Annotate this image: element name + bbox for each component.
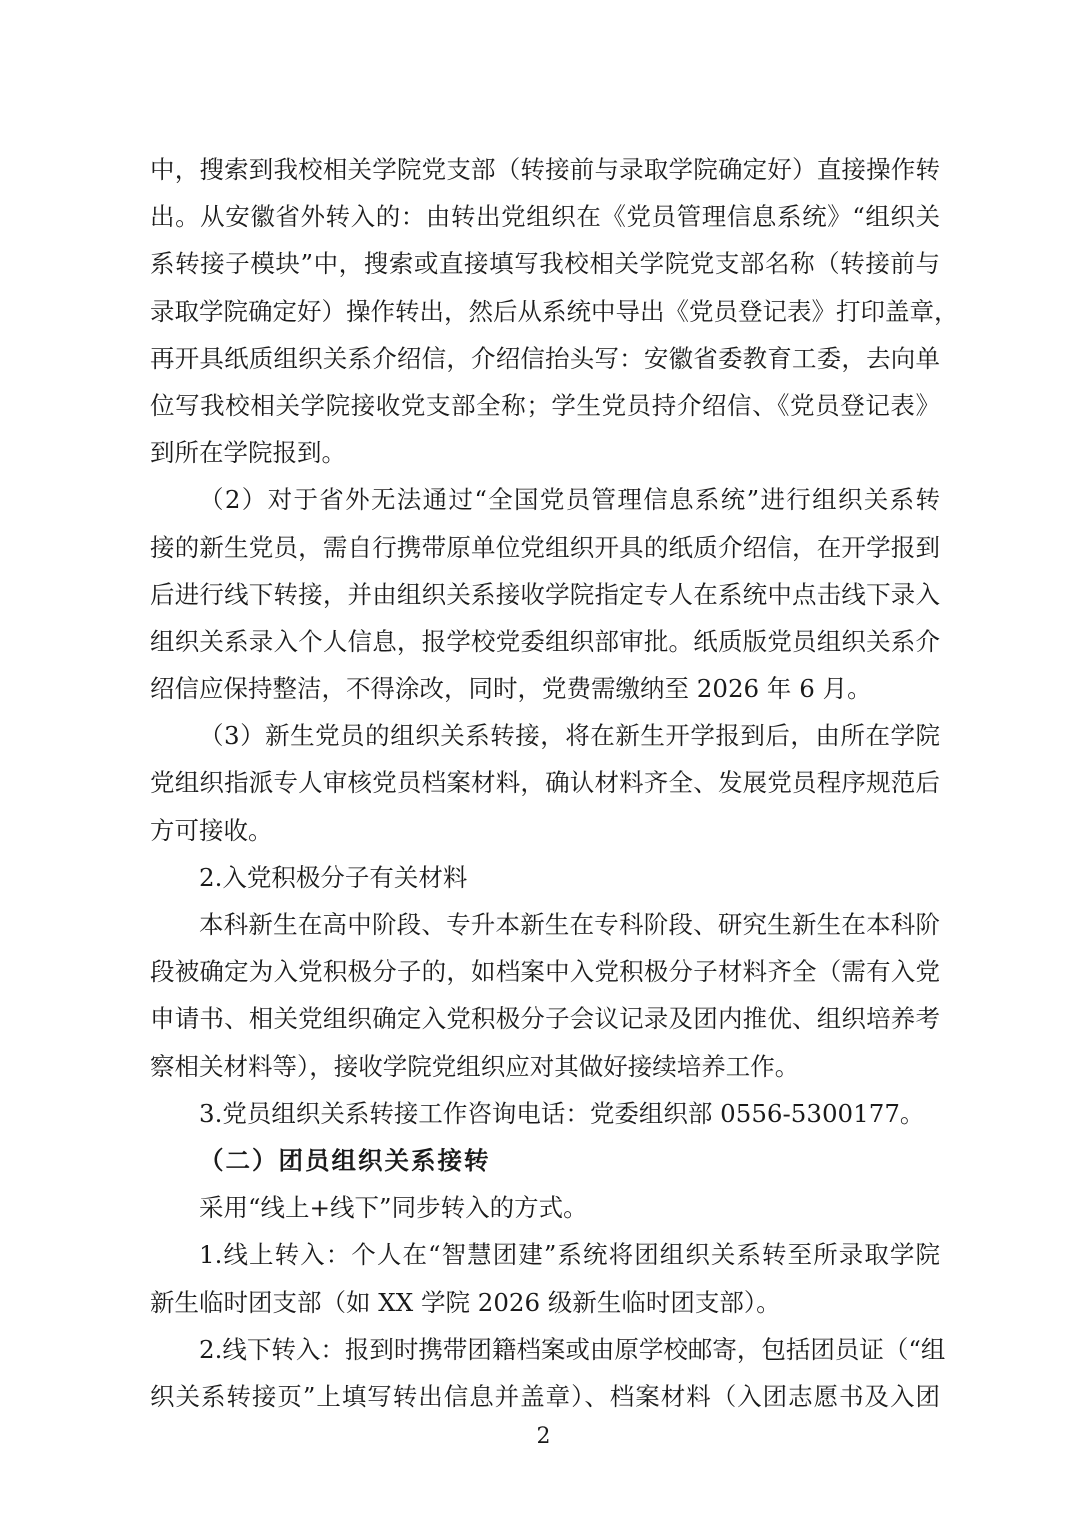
text-line: 申请书、相关党组织确定入党积极分子会议记录及团内推优、组织培养考 xyxy=(150,1004,940,1034)
text-line: 出。从安徽省外转入的：由转出党组织在《党员管理信息系统》“组织关 xyxy=(150,202,940,232)
text-line: 段被确定为入党积极分子的，如档案中入党积极分子材料齐全（需有入党 xyxy=(150,957,940,987)
text-line: 接的新生党员，需自行携带原单位党组织开具的纸质介绍信，在开学报到 xyxy=(150,532,940,562)
text-line: 再开具纸质组织关系介绍信，介绍信抬头写：安徽省委教育工委，去向单 xyxy=(150,343,940,373)
paragraph-first-line: 本科新生在高中阶段、专升本新生在专科阶段、研究生新生在本科阶 xyxy=(199,910,940,939)
paragraph-first-line: （2）对于省外无法通过“全国党员管理信息系统”进行组织关系转 xyxy=(199,485,940,515)
text-line: 中，搜索到我校相关学院党支部（转接前与录取学院确定好）直接操作转 xyxy=(150,155,940,184)
document-body xyxy=(150,146,959,1420)
text-line: 系转接子模块”中，搜索或直接填写我校相关学院党支部名称（转接前与 xyxy=(150,249,940,279)
contact-line: 3.党员组织关系转接工作咨询电话：党委组织部 0556-5300177。 xyxy=(199,1098,925,1128)
text-line: 位写我校相关学院接收党支部全称；学生党员持介绍信、《党员登记表》 xyxy=(150,390,940,420)
text-line: 录取学院确定好）操作转出，然后从系统中导出《党员登记表》打印盖章， xyxy=(150,296,959,326)
text-line: 组织关系录入个人信息，报学校党委组织部审批。纸质版党员组织关系介 xyxy=(150,626,940,656)
text-line: 党组织指派专人审核党员档案材料，确认材料齐全、发展党员程序规范后 xyxy=(150,768,940,798)
text-line: 新生临时团支部（如 XX 学院 2026 级新生临时团支部）。 xyxy=(150,1287,781,1317)
paragraph-first-line: （3）新生党员的组织关系转接，将在新生开学报到后，由所在学院 xyxy=(199,721,940,751)
text-line: 到所在学院报到。 xyxy=(150,438,346,468)
text-line: 绍信应保持整洁，不得涂改，同时，党费需缴纳至 2026 年 6 月。 xyxy=(150,674,872,704)
subsection-heading: 2.入党积极分子有关材料 xyxy=(199,862,468,892)
paragraph-first-line: 采用“线上+线下”同步转入的方式。 xyxy=(199,1193,588,1223)
paragraph-first-line: 1.线上转入：个人在“智慧团建”系统将团组织关系转至所录取学院 xyxy=(199,1240,940,1270)
text-line: 察相关材料等），接收学院党组织应对其做好接续培养工作。 xyxy=(150,1051,800,1081)
page-number: 2 xyxy=(536,1424,551,1449)
text-line: 方可接收。 xyxy=(150,815,273,845)
paragraph-first-line: 2.线下转入：报到时携带团籍档案或由原学校邮寄，包括团员证（“组 xyxy=(199,1334,946,1364)
text-line: 后进行线下转接，并由组织关系接收学院指定专人在系统中点击线下录入 xyxy=(150,579,940,609)
section-heading: （二）团员组织关系接转 xyxy=(199,1145,491,1175)
text-line: 织关系转接页”上填写转出信息并盖章）、档案材料（入团志愿书及入团 xyxy=(150,1381,940,1411)
